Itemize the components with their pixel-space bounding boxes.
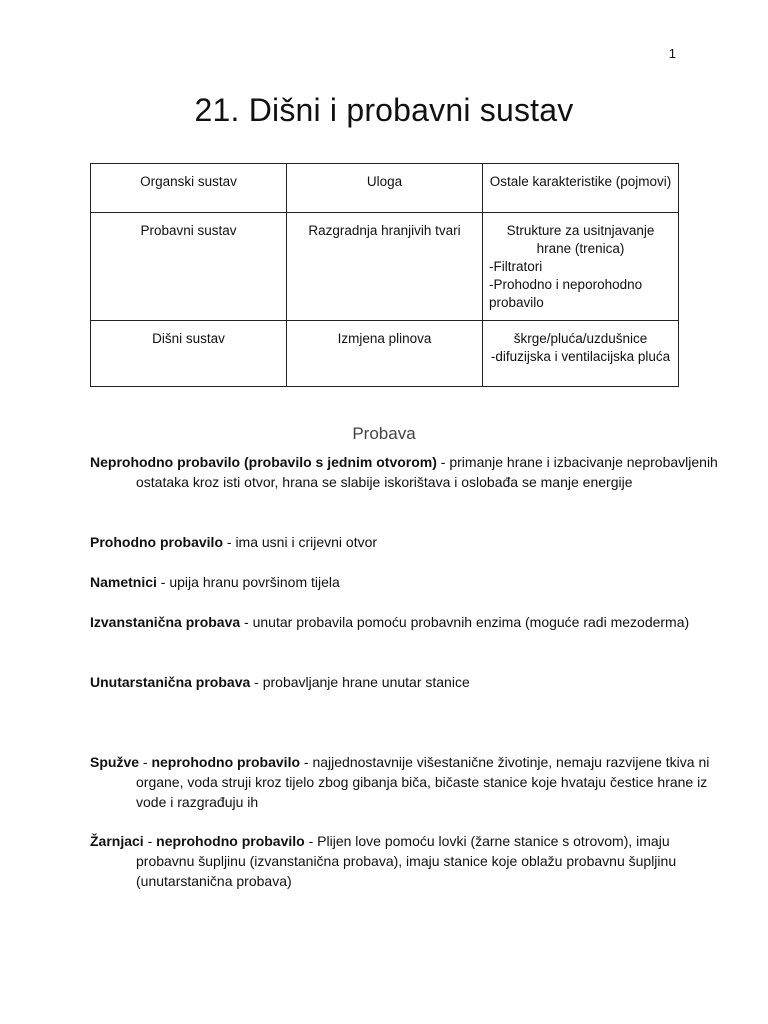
- characteristic-item: -Prohodno i neporohodno probavilo: [489, 277, 643, 310]
- characteristic-item: škrge/pluća/uzdušnice: [513, 331, 648, 346]
- definition-entry: [90, 452, 726, 492]
- entry-separator: -: [139, 754, 152, 770]
- cell-role: Razgradnja hranjivih tvari: [287, 213, 483, 321]
- entry-term: Žarnjaci: [90, 833, 144, 849]
- cell-role: Izmjena plinova: [287, 321, 483, 387]
- cell-system: Probavni sustav: [91, 213, 287, 321]
- entry-text: - najjednostavnije višestanične životinje, nemaju razvijene tkiva ni organe, voda struji kroz tijelo zbog gibanja biča, bičaste stanice koje hvataju čestice hrane iz vode i razgrađuju ih: [136, 754, 710, 810]
- entry-term-secondary: neprohodno probavilo: [156, 833, 305, 849]
- definition-entry: [90, 532, 726, 552]
- organ-systems-table: [90, 163, 679, 387]
- table-header-row: [91, 164, 679, 213]
- table-row: [91, 321, 679, 387]
- header-role: Uloga: [287, 164, 483, 213]
- page-number: 1: [668, 46, 676, 61]
- entry-term: Prohodno probavilo: [90, 534, 223, 550]
- header-characteristics: Ostale karakteristike (pojmovi): [483, 164, 679, 213]
- entry-text: - Plijen love pomoću lovki (žarne stanice s otrovom), imaju probavnu šupljinu (izvanstanična probava), imaju stanice koje oblažu probavnu šupljinu (unutarstanična probava): [136, 833, 677, 889]
- entry-term: Izvanstanična probava: [90, 614, 241, 630]
- entry-separator: -: [143, 833, 157, 849]
- characteristics-list: [491, 330, 670, 366]
- entry-term: Nametnici: [90, 574, 157, 590]
- section-heading: Probava: [352, 424, 416, 443]
- page-title: 21. Dišni i probavni sustav: [194, 92, 574, 128]
- characteristic-item: Strukture za usitnjavanje hrane (trenica): [506, 223, 655, 256]
- cell-characteristics: [483, 213, 679, 321]
- header-organ-system: Organski sustav: [91, 164, 287, 213]
- cell-system: Dišni sustav: [91, 321, 287, 387]
- entry-text: - upija hranu površinom tijela: [156, 574, 340, 590]
- entry-term: Unutarstanična probava: [90, 674, 251, 690]
- entry-term-secondary: neprohodno probavilo: [151, 754, 301, 770]
- entry-text: - probavljanje hrane unutar stanice: [250, 674, 470, 690]
- entry-text: - ima usni i crijevni otvor: [223, 534, 378, 550]
- animal-entry-zarnjaci: [90, 831, 726, 891]
- characteristic-item: -Filtratori: [489, 259, 543, 274]
- table-row: [91, 213, 679, 321]
- entry-term: Spužve: [90, 754, 140, 770]
- definition-entry: [90, 672, 726, 692]
- animal-entry-spuzve: [90, 752, 726, 812]
- entry-term: Neprohodno probavilo (probavilo s jednim otvorom): [90, 454, 437, 470]
- characteristics-list: [489, 222, 672, 312]
- cell-characteristics: [483, 321, 679, 387]
- definition-entry: [90, 612, 726, 632]
- definition-entry: [90, 572, 726, 592]
- entry-text: - primanje hrane i izbacivanje neprobavljenih ostataka kroz isti otvor, hrana se slabije iskorištava i oslobađa se manje energije: [136, 454, 718, 490]
- entry-text: - unutar probavila pomoću probavnih enzima (moguće radi mezoderma): [240, 614, 690, 630]
- characteristic-item: -difuzijska i ventilacijska pluća: [490, 349, 671, 364]
